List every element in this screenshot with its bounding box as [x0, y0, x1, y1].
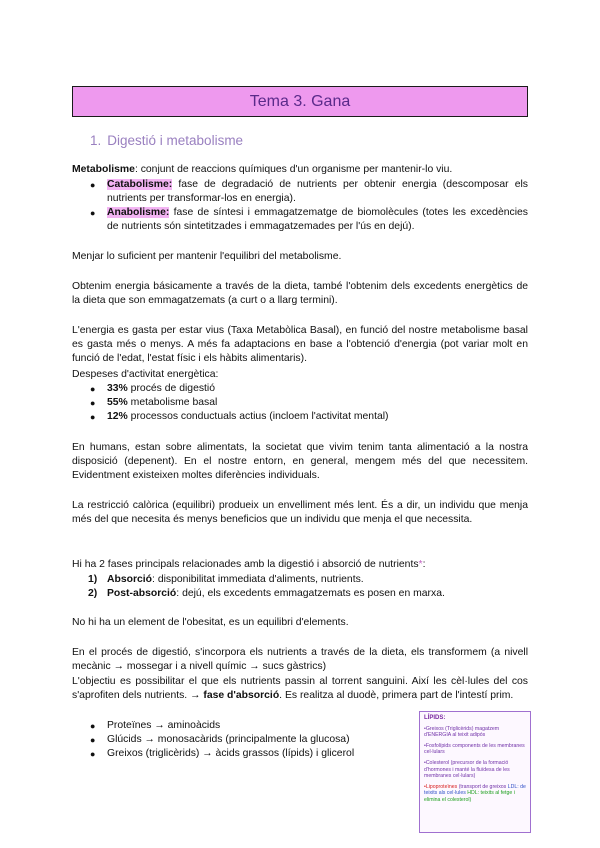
list-item — [72, 382, 528, 396]
note-segment: (transport de greixos — [457, 783, 507, 790]
paragraph: No hi ha un element de l'obesitat, es un equilibri d'elements. — [72, 617, 349, 628]
paragraph: L'energia es gasta per estar vius (Taxa Metabòlica Basal), en funció del nostre metabolisme basal es gasta més o menys. A més fa adaptacions en base a l'obtenció d'energia (pot variar molt en funció de l'edat, l'estat físic i els hàbits alimentaris). — [72, 325, 528, 364]
list-item — [72, 206, 528, 234]
pct-value: 55% — [107, 397, 128, 408]
transformacions-list — [72, 719, 412, 761]
pct-text: procés de digestió — [127, 383, 216, 394]
list-item — [72, 719, 412, 733]
asterisk: * — [418, 559, 423, 570]
list-number: 1) — [88, 574, 98, 585]
metabolisme-term: Metabolisme — [72, 164, 135, 175]
anabolisme-term: Anabolisme: — [107, 207, 170, 218]
pct-text: processos conductuals actius (incloem l'activitat mental) — [127, 411, 389, 422]
list-item — [72, 747, 412, 761]
list-item — [72, 178, 528, 206]
bullet-icon: ● — [90, 721, 96, 731]
list-item — [72, 733, 412, 747]
fase-text: : disponibilitat immediata d'aliments, nutrients. — [152, 574, 364, 585]
list-item — [72, 410, 528, 424]
transformacio-text: Proteïnes → aminoàcids — [107, 720, 221, 731]
bullet-icon: ● — [90, 412, 96, 422]
note-heading: LÍPIDS: — [424, 715, 446, 721]
section-title-text: Digestió i metabolisme — [107, 133, 244, 148]
note-segment: HDL — [467, 790, 478, 797]
section-heading — [90, 133, 243, 149]
absorcio-term: fase d'absorció — [203, 690, 280, 701]
transformacio-text: Greixos (triglicèrids) → àcids grassos (lípids) i glicerol — [107, 748, 355, 759]
fases-list — [72, 573, 528, 601]
paragraph: Menjar lo suficient per mantenir l'equilibri del metabolisme. — [72, 251, 342, 262]
paragraph: La restricció calòrica (equilibri) produeix un envelliment més lent. És a dir, un individu que menja més del que necesita és menys beneficios que un individu que menja el que necessita. — [72, 500, 528, 525]
metabolisme-text: : conjunt de reaccions químiques d'un organisme per mantenir-lo viu. — [134, 164, 453, 175]
section-number: 1. — [90, 133, 102, 148]
page-title: Tema 3. Gana — [72, 86, 528, 117]
fase-text: : dejú, els excedents emmagatzemats es posen en marxa. — [176, 588, 445, 599]
note-item: •Colesterol (precursor de la formació d'hormones i manté la fluïdesa de les membranes cel·lulars) — [424, 759, 510, 780]
note-segment: LDL — [507, 783, 518, 790]
bullet-icon: ● — [90, 749, 96, 759]
anabolisme-text: fase de síntesi i emmagatzematge de biomolècules (totes les excedències de nutrients són sintetitzades i emmagatzemades per l'ús en dejú). — [107, 207, 528, 232]
absorcio-text-a: L'objectiu es possibilitar el que els nutrients passin al torrent sanguini. Així les cèl·lules del cos s'aprofiten dels nutrients. → — [72, 676, 528, 701]
bullet-icon: ● — [90, 208, 96, 218]
lipids-note — [419, 711, 531, 833]
note-item: •Greixos (Triglicèrids) magatzem d'ENERGIA al teixit adipós — [424, 725, 500, 739]
absorcio-text-b: . Es realitza al duodè, primera part de l'intestí prim. — [279, 690, 514, 701]
fases-intro-colon: : — [422, 559, 426, 570]
paragraph — [72, 675, 528, 703]
pct-value: 12% — [107, 411, 128, 422]
paragraph: En humans, estan sobre alimentats, la societat que vivim tenim tanta alimentació a la nostra disposició (depenent). En el nostre entorn, en general, mengem més del que necessitem. Evidentment existeixen moltes diferències individuals. — [72, 442, 528, 481]
fases-intro — [72, 558, 528, 572]
note-segment: : de teixits als cel·lules — [424, 783, 526, 797]
fases-intro-text: Hi ha 2 fases principals relacionades amb la digestió i absorció de nutrients — [72, 559, 419, 570]
metabolisme-list — [72, 178, 528, 234]
paragraph: En el procés de digestió, s'incorpora els nutrients a través de la dieta, els transformem (a nivell mecànic → mossegar i a nivell químic → sucs gàstrics) — [72, 647, 528, 672]
bullet-icon: ● — [90, 180, 96, 190]
despeses-label: Despeses d'activitat energètica: — [72, 369, 219, 380]
note-item-lipoproteines — [424, 784, 526, 804]
bullet-icon: ● — [90, 735, 96, 745]
note-segment: •Lipoproteïnes — [424, 783, 458, 790]
fase-term: Post-absorció — [107, 588, 177, 599]
bullet-icon: ● — [90, 384, 96, 394]
pct-value: 33% — [107, 383, 128, 394]
catabolisme-text: fase de degradació de nutrients per obtenir energia (descomposar els nutrients per transformar-los en energia). — [107, 179, 528, 204]
bullet-icon: ● — [90, 398, 96, 408]
catabolisme-term: Catabolisme: — [107, 179, 173, 190]
transformacio-text: Glúcids → monosacàrids (principalmente la glucosa) — [107, 734, 350, 745]
list-item — [72, 587, 528, 601]
despeses-list — [72, 382, 528, 424]
pct-text: metabolisme basal — [127, 397, 218, 408]
list-item — [72, 573, 528, 587]
fase-term: Absorció — [107, 574, 153, 585]
note-item: •Fosfolípids components de les membranes cel·lulars — [424, 742, 525, 756]
note-segment: : teixits al fetge i elimina el colesterol) — [424, 790, 515, 803]
list-item — [72, 396, 528, 410]
list-number: 2) — [88, 588, 98, 599]
paragraph: Obtenim energia básicamente a través de la dieta, també l'obtenim dels excedents energètics de la dieta que son emmagatzemats (a curt o a llarg termini). — [72, 281, 528, 306]
metabolisme-definition — [72, 163, 528, 177]
